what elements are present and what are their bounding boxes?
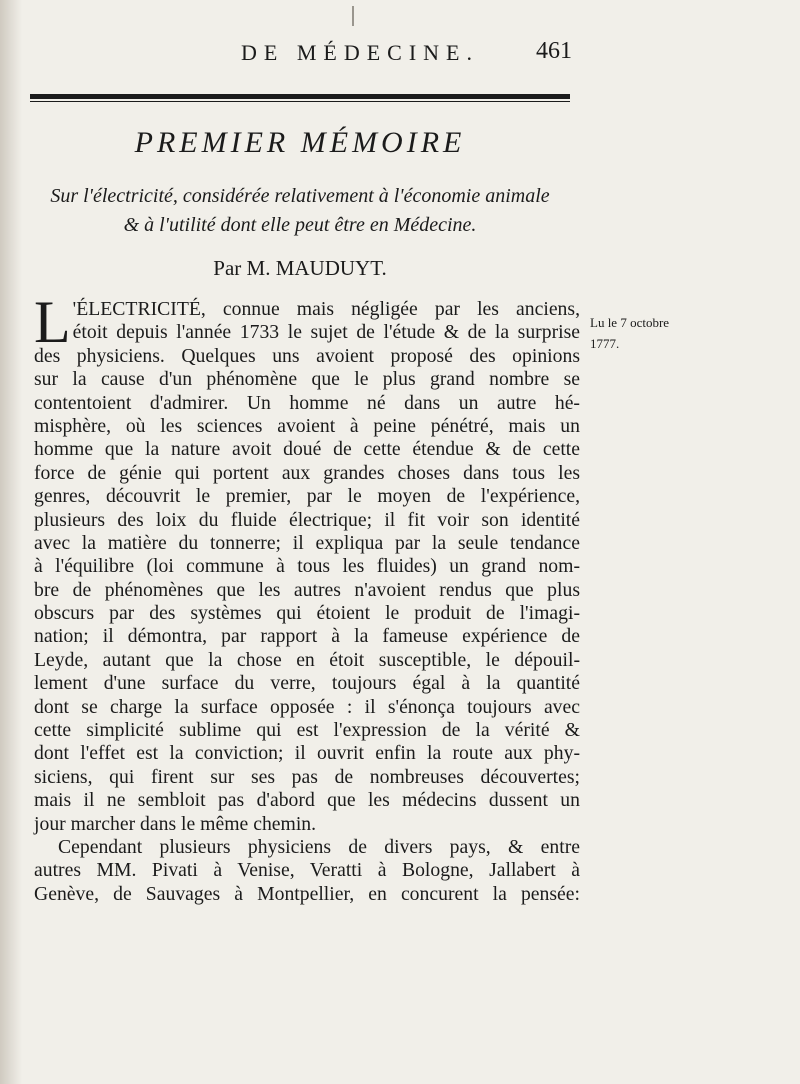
subtitle-line: Sur l'électricité, considérée relativement à l'économie animale (50, 185, 550, 207)
running-head: DE MÉDECINE. (241, 40, 479, 65)
text-line: 'ÉLECTRICITÉ, connue mais négligée par les anciens, (72, 298, 580, 320)
article-title: PREMIER MÉMOIRE (134, 126, 466, 159)
text-line: jour marcher dans le même chemin. (34, 812, 317, 835)
text-line: force de génie qui portent aux grandes choses dans tous les (34, 461, 580, 484)
text-line: homme que la nature avoit doué de cette étendue & de cette (34, 438, 580, 461)
text-line: étoit depuis l'année 1733 le sujet de l'étude & de la surprise (72, 321, 580, 344)
text-line: autres MM. Pivati à Venise, Veratti à Bologne, Jallabert à (34, 859, 580, 882)
drop-cap: L (34, 289, 71, 355)
text-line: des physiciens. Quelques uns avoient proposé des opinions (34, 344, 580, 367)
margin-note-year: 1777. (590, 336, 620, 351)
text-line: siciens, qui firent sur ses pas de nombreuses découvertes; (34, 765, 580, 788)
subtitle-line: & à l'utilité dont elle peut être en Médecine. (123, 214, 477, 236)
text-line: contentoient d'admirer. Un homme né dans un autre hé- (34, 391, 580, 414)
text-line: sur la cause d'un phénomène que le plus grand nombre se (34, 368, 580, 391)
paragraph-2 (34, 836, 580, 906)
text-line: à l'équilibre (loi commune à tous les fluides) un grand nom- (34, 555, 580, 578)
text-line: dont se charge la surface opposée : il s'énonça toujours avec (34, 695, 580, 718)
paragraph-1 (34, 289, 580, 836)
header-rule-thin (30, 101, 570, 102)
text-line: lement d'une surface du verre, toujours égal à la quantité (34, 672, 580, 695)
text-line: cette simplicité sublime qui est l'expression de la vérité & (34, 719, 580, 742)
text-line: plusieurs des loix du fluide électrique; il fit voir son identité (34, 508, 580, 531)
text-line: misphère, où les sciences avoient à peine pénétré, mais un (34, 414, 580, 437)
text-line: avec la matière du tonnerre; il expliqua par la seule tendance (34, 531, 580, 554)
text-line: Genève, de Sauvages à Montpellier, en concurent la pensée: (34, 882, 580, 905)
text-line: genres, découvrit le premier, par le moyen de l'expérience, (34, 485, 580, 508)
margin-note (590, 312, 710, 354)
page-number: 461 (536, 38, 572, 64)
gutter-shadow (0, 0, 22, 1084)
page-mark (352, 6, 354, 26)
text-line: mais il ne sembloit pas d'abord que les médecins dussent un (34, 789, 580, 812)
author-byline: Par M. MAUDUYT. (213, 256, 387, 280)
text-line: bre de phénomènes que les autres n'avoient rendus que plus (34, 578, 580, 601)
text-line: Leyde, autant que la chose en étoit susceptible, le dépouil- (34, 648, 580, 671)
text-line: nation; il démontra, par rapport à la fameuse expérience de (34, 625, 580, 648)
header-rule (30, 94, 570, 99)
margin-note-date: Lu le 7 octobre (590, 315, 670, 330)
body-text (34, 289, 580, 906)
text-line: dont l'effet est la conviction; il ouvrit enfin la route aux phy- (34, 742, 580, 765)
article-subtitle (30, 182, 570, 240)
text-line: obscurs par des systèmes qui étoient le produit de l'imagi- (34, 602, 580, 625)
text-line: Cependant plusieurs physiciens de divers pays, & entre (58, 835, 580, 858)
